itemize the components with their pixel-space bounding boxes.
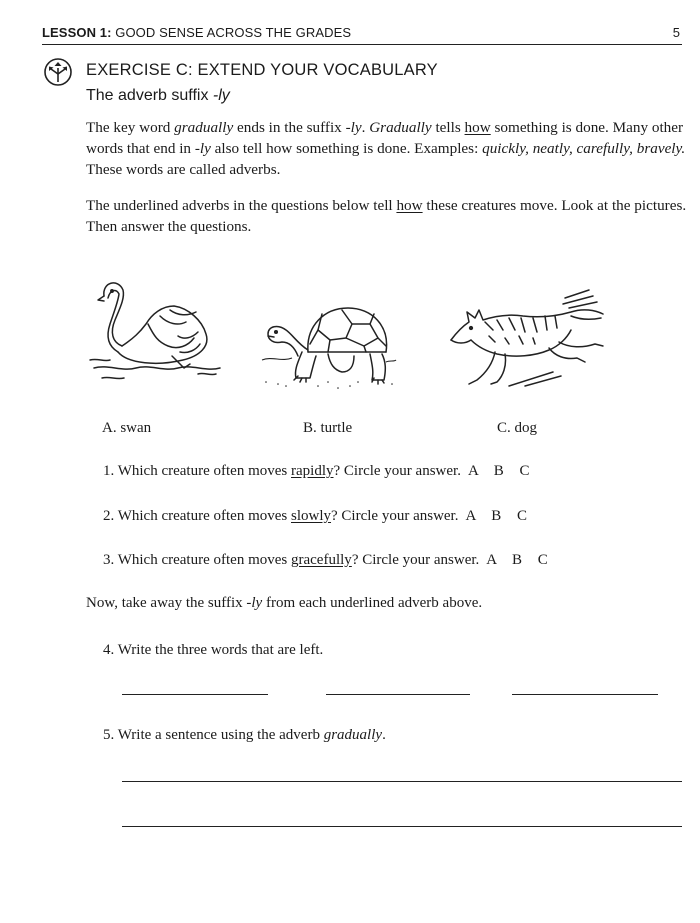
text-run: something is done. Many other words that end in: [86, 119, 684, 157]
question-number: 1.: [103, 463, 115, 479]
text-run: These words are called adverbs.: [86, 161, 281, 178]
lesson-label: LESSON 1:: [42, 25, 112, 40]
page-number: 5: [672, 25, 680, 40]
caption-swan: [102, 420, 151, 437]
caption-name: turtle: [320, 420, 353, 436]
subtitle-suffix: -ly: [212, 87, 230, 104]
answer-line-word-2[interactable]: [326, 694, 470, 695]
text-run: tells: [431, 119, 465, 136]
suffix-ly: -ly: [345, 119, 362, 136]
caption-letter: A.: [102, 420, 117, 436]
caption-letter: B.: [303, 420, 317, 436]
arrows-compass-icon: [43, 57, 73, 87]
text-run: ends in the suffix: [233, 119, 346, 136]
turtle-picture: [258, 300, 398, 395]
suffix-ly: -ly: [194, 140, 211, 157]
underlined-adverb: slowly: [291, 508, 332, 524]
question-text: ? Circle your answer.: [331, 508, 459, 524]
text-run: also tell how something is done. Examples:: [210, 140, 483, 157]
keyword-gradually: gradually: [323, 727, 383, 743]
question-number: 4.: [103, 642, 115, 658]
underlined-how: how: [464, 119, 491, 136]
text-run: .: [361, 119, 370, 136]
dog-picture: [445, 286, 610, 394]
answer-line-sentence-1[interactable]: [122, 781, 682, 782]
suffix-ly: -ly: [246, 595, 263, 611]
caption-letter: C.: [497, 420, 511, 436]
exercise-subtitle: [86, 87, 230, 105]
question-1: [103, 463, 535, 480]
caption-dog: [497, 420, 537, 437]
answer-choices[interactable]: A B C: [467, 463, 536, 479]
answer-line-word-1[interactable]: [122, 694, 268, 695]
question-4: [103, 642, 323, 659]
question-number: 5.: [103, 727, 115, 743]
text-run: from each underlined adverb above.: [262, 595, 483, 611]
question-text: Which creature often moves: [117, 552, 291, 568]
text-run: The key word: [86, 119, 175, 136]
lesson-title: GOOD SENSE ACROSS THE GRADES: [115, 25, 352, 40]
question-5: [103, 727, 386, 744]
keyword-gradually: gradually: [174, 119, 234, 136]
text-run: The underlined adverbs in the questions below tell: [86, 197, 397, 214]
swan-picture: [88, 276, 228, 394]
caption-name: dog: [514, 420, 538, 436]
question-2: [103, 508, 533, 525]
answer-line-word-3[interactable]: [512, 694, 658, 695]
underlined-how: how: [396, 197, 423, 214]
underlined-adverb: rapidly: [291, 463, 334, 479]
answer-choices[interactable]: A B C: [465, 508, 533, 524]
question-text: ? Circle your answer.: [333, 463, 461, 479]
question-3: [103, 552, 554, 569]
caption-turtle: [303, 420, 352, 437]
instruction-text: [86, 595, 482, 612]
question-text: Write the three words that are left.: [117, 642, 324, 658]
text-run: Now, take away the suffix: [86, 595, 247, 611]
example-adverbs: quickly, neatly, carefully, bravely.: [482, 140, 686, 157]
intro-paragraph-1: [86, 117, 690, 180]
page-header: [42, 24, 682, 45]
question-text: ? Circle your answer.: [351, 552, 480, 568]
lesson-heading: [42, 25, 351, 40]
answer-choices[interactable]: A B C: [486, 552, 554, 568]
question-number: 2.: [103, 508, 115, 524]
question-text: .: [382, 727, 386, 743]
keyword-gradually: Gradually: [369, 119, 432, 136]
text-run: these creatures move. Look at the pictures. Then answer the questions.: [86, 197, 687, 235]
caption-name: swan: [120, 420, 152, 436]
intro-paragraph-2: [86, 195, 690, 237]
underlined-adverb: gracefully: [291, 552, 352, 568]
question-text: Which creature often moves: [117, 508, 291, 524]
subtitle-text: The adverb suffix: [86, 87, 213, 104]
answer-line-sentence-2[interactable]: [122, 826, 682, 827]
question-text: Which creature often moves: [117, 463, 291, 479]
exercise-title: EXERCISE C: EXTEND YOUR VOCABULARY: [86, 61, 438, 79]
question-number: 3.: [103, 552, 115, 568]
question-text: Write a sentence using the adverb: [117, 727, 324, 743]
